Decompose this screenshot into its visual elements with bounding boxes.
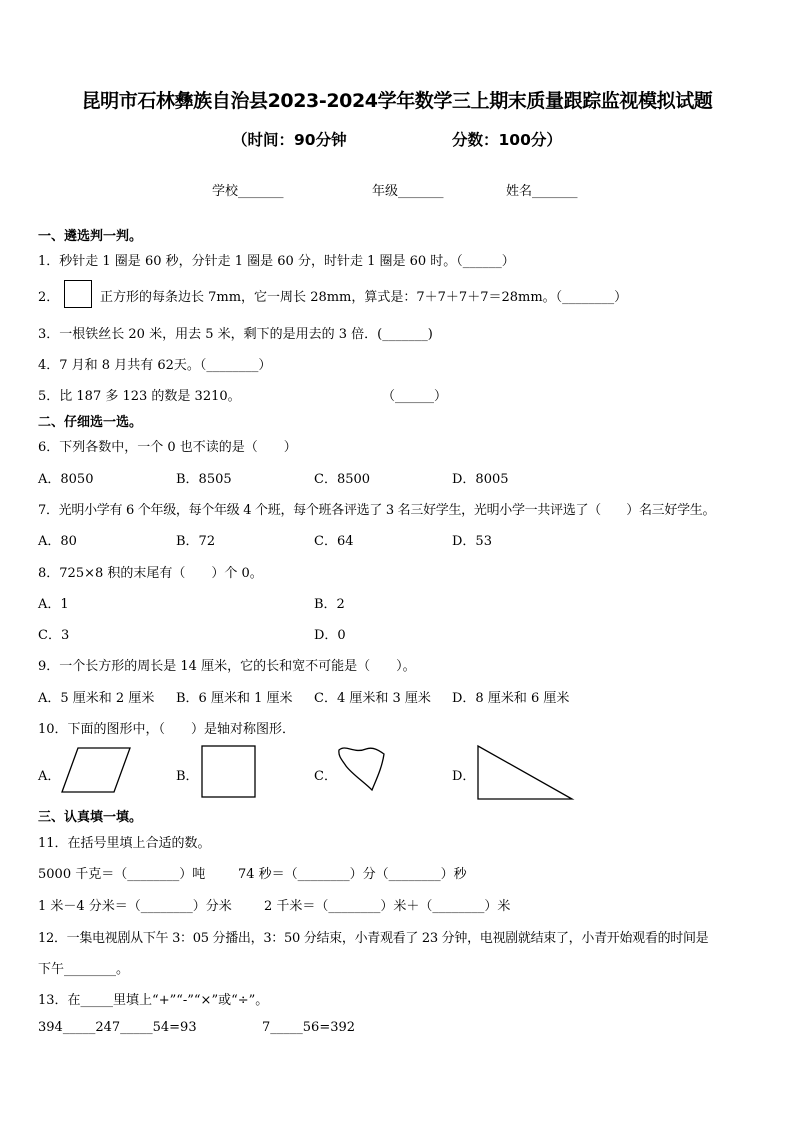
q8-option-b: B．2: [314, 597, 345, 612]
page-title: 昆明市石林彝族自治县2023-2024学年数学三上期末质量跟踪监视模拟试题: [81, 90, 713, 112]
question-2-number: 2．: [38, 290, 60, 305]
question-10: 10．下面的图形中，（ ）是轴对称图形．: [38, 722, 296, 737]
parallelogram-figure: [60, 746, 132, 794]
q10-option-a: A．: [38, 769, 61, 784]
q9-option-b: B．6 厘米和 1 厘米: [176, 691, 293, 706]
section-2-heading: 二、仔细选一选。: [38, 415, 143, 430]
square-figure: [64, 280, 92, 308]
question-7: 7．光明小学有 6 个年级，每个年级 4 个班，每个班各评选了 3 名三好学生，光明小学一共评选了（ ）名三好学生。: [38, 503, 716, 518]
irregular-shape-figure: [336, 744, 388, 792]
q11-line2-b: 2 千米＝（________）米＋（________）米: [264, 899, 511, 914]
q6-option-d: D．8005: [452, 472, 509, 487]
q6-option-c: C．8500: [314, 472, 371, 487]
q11-line2-a: 1 米－4 分米＝（________）分米: [38, 899, 232, 914]
name-field: 姓名_______: [506, 184, 578, 199]
q8-option-a: A．1: [38, 597, 69, 612]
exam-score: 分数：100分）: [452, 131, 562, 149]
q10-option-b: B．: [176, 769, 199, 784]
q13-expression-a: 394_____247_____54=93: [38, 1020, 197, 1035]
question-2: 正方形的每条边长 7mm，它一周长 28mm，算式是：7＋7＋7＋7＝28mm。（________）: [100, 290, 628, 305]
exam-time: （时间：90分钟: [232, 131, 347, 149]
question-8: 8．725×8 积的末尾有（ ）个 0。: [38, 566, 263, 581]
q11-line1-b: 74 秒＝（________）分（________）秒: [238, 867, 467, 882]
q7-option-d: D．53: [452, 534, 492, 549]
question-12: 12．一集电视剧从下午 3：05 分播出，3：50 分结束，小青观看了 23 分钟，电视剧就结束了，小青开始观看的时间是: [38, 931, 709, 946]
q7-option-a: A．80: [38, 534, 77, 549]
q7-option-b: B．72: [176, 534, 216, 549]
question-12-cont: 下午________。: [38, 962, 130, 977]
q6-option-a: A．8050: [38, 472, 94, 487]
q13-expression-b: 7_____56=392: [262, 1020, 356, 1035]
section-1-heading: 一、遴选判一判。: [38, 229, 143, 244]
question-1: 1．秒针走 1 圈是 60 秒，分针走 1 圈是 60 分，时针走 1 圈是 60 时。（______）: [38, 254, 515, 269]
right-triangle-figure: [476, 744, 576, 802]
question-3: 3．一根铁丝长 20 米，用去 5 米，剩下的是用去的 3 倍．(_______): [38, 327, 433, 342]
section-3-heading: 三、认真填一填。: [38, 810, 143, 825]
question-6: 6．下列各数中，一个 0 也不读的是（ ）: [38, 440, 297, 455]
question-4: 4．7 月和 8 月共有 62天。（________）: [38, 358, 272, 373]
q11-line1-a: 5000 千克＝（________）吨: [38, 867, 206, 882]
question-13: 13．在_____里填上“+”“-”“×”或“÷”。: [38, 993, 269, 1008]
q8-option-c: C．3: [38, 628, 70, 643]
q10-option-c: C．: [314, 769, 337, 784]
school-field: 学校_______: [212, 184, 284, 199]
question-5: 5．比 187 多 123 的数是 3210。: [38, 389, 241, 404]
q9-option-a: A．5 厘米和 2 厘米: [38, 691, 155, 706]
question-5-blank: （______）: [382, 389, 448, 404]
question-11: 11．在括号里填上合适的数。: [38, 836, 211, 851]
q6-option-b: B．8505: [176, 472, 232, 487]
q7-option-c: C．64: [314, 534, 354, 549]
q9-option-c: C．4 厘米和 3 厘米: [314, 691, 431, 706]
square-shape-figure: [200, 744, 258, 800]
question-9: 9．一个长方形的周长是 14 厘米，它的长和宽不可能是（ ）。: [38, 659, 416, 674]
q10-option-d: D．: [452, 769, 476, 784]
q9-option-d: D．8 厘米和 6 厘米: [452, 691, 570, 706]
q8-option-d: D．0: [314, 628, 346, 643]
grade-field: 年级_______: [372, 184, 444, 199]
